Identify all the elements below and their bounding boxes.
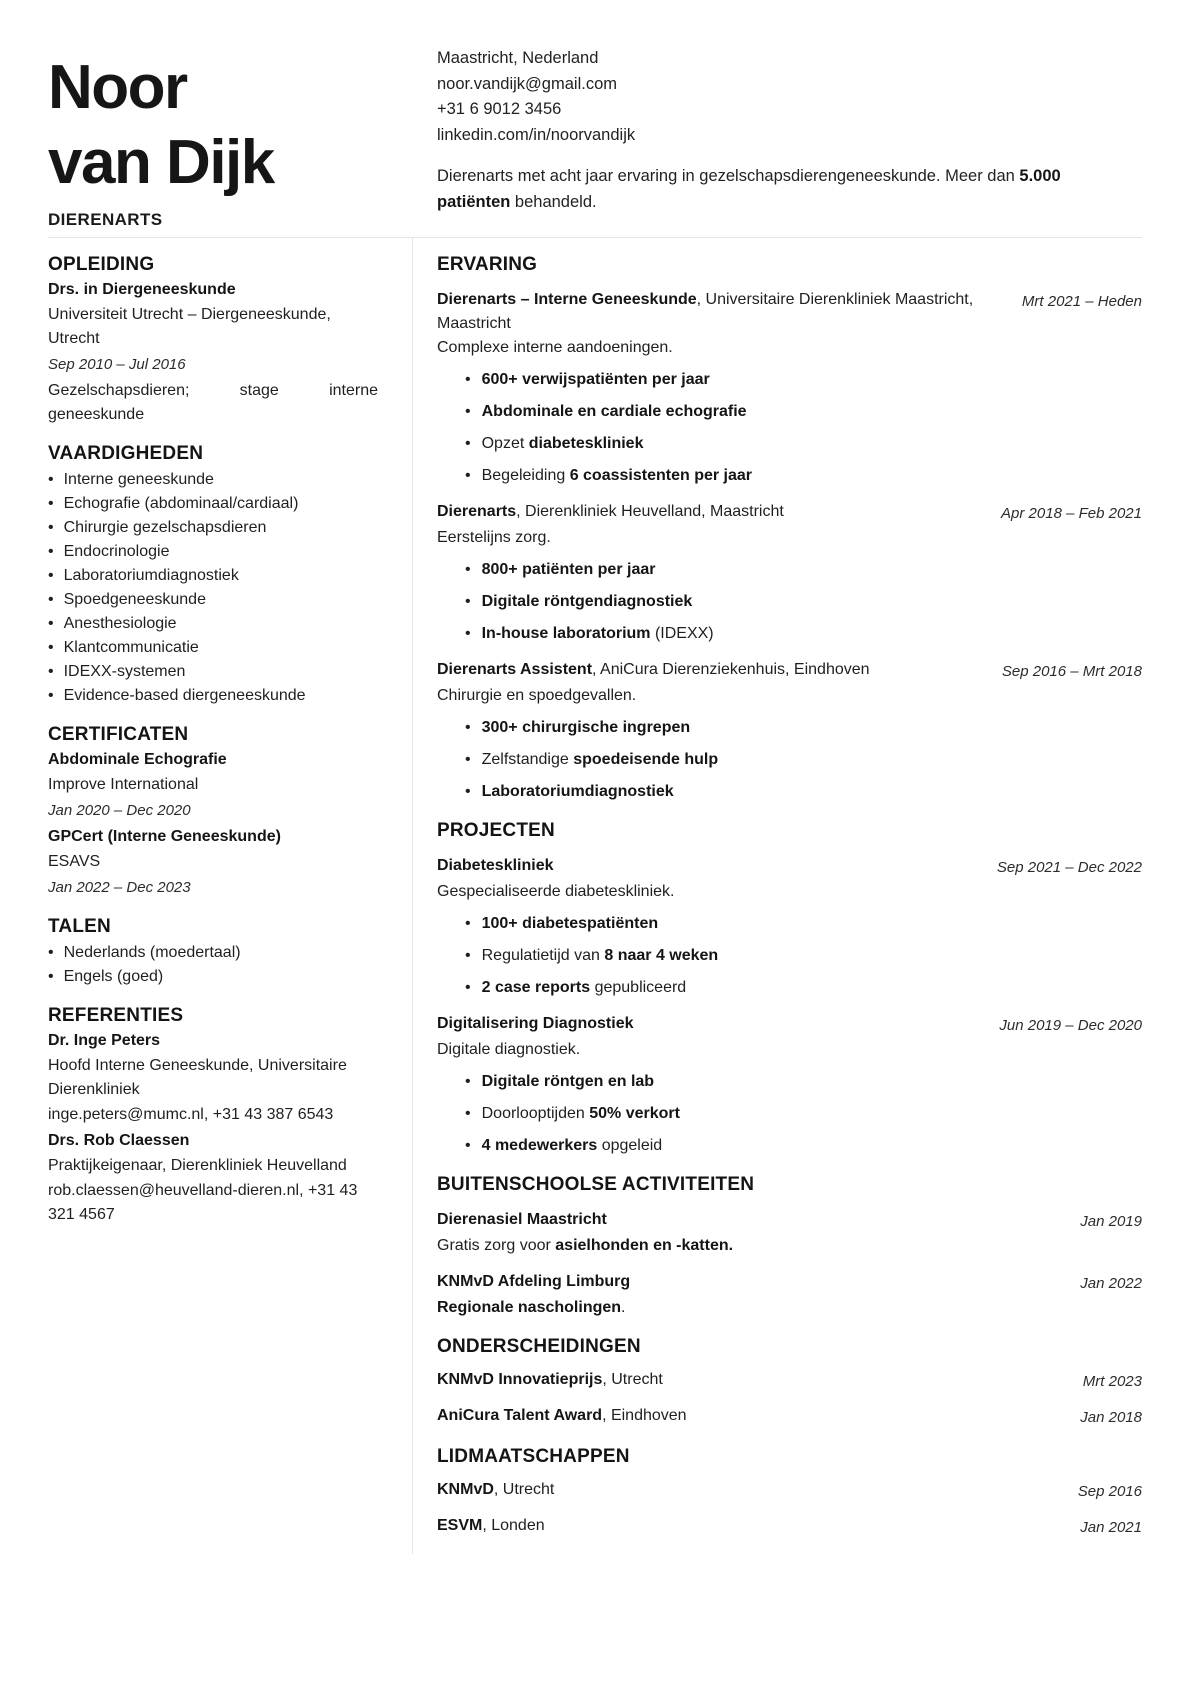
certificate-issuer: ESAVS — [48, 853, 101, 870]
bullet-item — [465, 558, 1142, 582]
bullet-dot: • — [48, 471, 54, 488]
certificate-name: Abdominale Echografie — [48, 751, 227, 768]
job-title-line — [437, 658, 984, 682]
section-heading: OPLEIDING — [48, 254, 155, 275]
skill-item — [48, 660, 378, 684]
job-entry — [437, 500, 1142, 646]
skill-item — [48, 588, 378, 612]
bullet-text: Zelfstandige spoedeisende hulp — [481, 751, 719, 768]
bullet-dot: • — [48, 944, 54, 961]
activity-description: Regionale nascholingen. — [437, 1299, 626, 1316]
bullet-dot: • — [465, 915, 471, 932]
education-school: Universiteit Utrecht – Diergeneeskunde, Utrecht — [48, 306, 331, 347]
reference-contact: rob.claessen@heuvelland-dieren.nl, +31 43 321 4567 — [48, 1182, 358, 1223]
activity-title-line — [437, 1270, 1062, 1294]
bullet-dot: • — [48, 543, 54, 560]
award-title-line — [437, 1404, 1062, 1430]
person-name-line2: van Dijk — [48, 128, 274, 197]
project-description: Digitale diagnostiek. — [437, 1041, 581, 1058]
bullet-item — [465, 976, 1142, 1000]
person-title: DIERENARTS — [48, 210, 163, 229]
content-columns — [48, 238, 1142, 1554]
job-title: Dierenarts – Interne Geneeskunde — [437, 291, 697, 308]
job-description: Complexe interne aandoeningen. — [437, 339, 673, 356]
membership-title-line — [437, 1514, 1062, 1540]
bullet-dot: • — [48, 615, 54, 632]
bullet-dot: • — [465, 371, 471, 388]
profile-summary: Dierenarts met acht jaar ervaring in gezelschapsdierengeneeskunde. Meer dan 5.000 patiënten behandeld. — [437, 167, 1061, 211]
bullet-text: Doorlooptijden 50% verkort — [481, 1105, 680, 1122]
job-entry — [437, 288, 1142, 488]
section-talen — [48, 916, 378, 989]
job-company: , Universitaire Dierenkliniek Maastricht, Maastricht — [437, 291, 974, 332]
award-entry — [437, 1368, 1142, 1394]
job-company: , Dierenkliniek Heuvelland, Maastricht — [516, 503, 784, 520]
job-bullets — [437, 368, 1142, 488]
section-lidmaatschappen — [437, 1446, 1142, 1540]
bullet-item — [465, 748, 1142, 772]
section-heading: TALEN — [48, 916, 111, 937]
section-ervaring — [437, 254, 1142, 804]
bullet-dot: • — [465, 1137, 471, 1154]
certificate-dates: Jan 2020 – Dec 2020 — [48, 802, 191, 819]
skill-item — [48, 468, 378, 492]
bullet-dot: • — [465, 1105, 471, 1122]
reference-role: Hoofd Interne Geneeskunde, Universitaire Dierenkliniek — [48, 1057, 347, 1098]
right-column — [412, 238, 1142, 1554]
membership-location: , Utrecht — [493, 1481, 555, 1498]
bullet-dot: • — [465, 783, 471, 800]
activity-title-line — [437, 1208, 1062, 1232]
award-title: AniCura Talent Award — [437, 1407, 603, 1424]
language-label: Nederlands (moedertaal) — [63, 944, 241, 961]
membership-entry — [437, 1514, 1142, 1540]
reference-role: Praktijkeigenaar, Dierenkliniek Heuvelland — [48, 1157, 347, 1174]
bullet-dot: • — [465, 719, 471, 736]
section-heading: CERTIFICATEN — [48, 724, 189, 745]
skill-label: Laboratoriumdiagnostiek — [63, 567, 239, 584]
section-heading: PROJECTEN — [437, 820, 555, 841]
award-title: KNMvD Innovatieprijs — [437, 1371, 603, 1388]
activity-dates: Jan 2019 — [1080, 1213, 1142, 1230]
activity-head — [437, 1208, 1142, 1234]
reference-entry — [48, 1029, 378, 1127]
job-head — [437, 288, 1142, 336]
job-company: , AniCura Dierenziekenhuis, Eindhoven — [592, 661, 870, 678]
section-opleiding — [48, 254, 378, 427]
bullet-text: 100+ diabetespatiënten — [481, 915, 659, 932]
skill-item — [48, 492, 378, 516]
bullet-dot: • — [48, 968, 54, 985]
bullet-item — [465, 716, 1142, 740]
membership-title-line — [437, 1478, 1060, 1504]
skill-label: Anesthesiologie — [63, 615, 177, 632]
section-heading: REFERENTIES — [48, 1005, 184, 1026]
job-description: Chirurgie en spoedgevallen. — [437, 687, 637, 704]
bullet-item — [465, 464, 1142, 488]
bullet-dot: • — [465, 435, 471, 452]
education-degree: Drs. in Diergeneeskunde — [48, 281, 236, 298]
education-note: Gezelschapsdieren; stage interne geneeskunde — [48, 382, 378, 423]
job-bullets — [437, 716, 1142, 804]
bullet-item — [465, 432, 1142, 456]
activity-entry — [437, 1208, 1142, 1258]
skill-item — [48, 564, 378, 588]
bullet-dot: • — [48, 519, 54, 536]
job-entry — [437, 658, 1142, 804]
skill-label: IDEXX-systemen — [63, 663, 186, 680]
skill-item — [48, 516, 378, 540]
bullet-dot: • — [465, 403, 471, 420]
project-title: Digitalisering Diagnostiek — [437, 1015, 634, 1032]
reference-name: Dr. Inge Peters — [48, 1032, 161, 1049]
bullet-dot: • — [465, 947, 471, 964]
bullet-text: Abdominale en cardiale echografie — [481, 403, 747, 420]
language-label: Engels (goed) — [63, 968, 164, 985]
skill-label: Interne geneeskunde — [63, 471, 214, 488]
project-bullets — [437, 912, 1142, 1000]
activity-title: KNMvD Afdeling Limburg — [437, 1273, 631, 1290]
bullet-item — [465, 944, 1142, 968]
header — [48, 44, 1142, 237]
award-dates: Mrt 2023 — [1082, 1373, 1142, 1390]
certificate-entry — [48, 748, 378, 823]
activity-head — [437, 1270, 1142, 1296]
bullet-dot: • — [465, 979, 471, 996]
job-dates: Sep 2016 – Mrt 2018 — [1001, 663, 1142, 680]
job-dates: Mrt 2021 – Heden — [1021, 293, 1142, 310]
bullet-text: Regulatietijd van 8 naar 4 weken — [481, 947, 719, 964]
bullet-dot: • — [48, 495, 54, 512]
skill-label: Evidence-based diergeneeskunde — [63, 687, 306, 704]
bullet-dot: • — [465, 561, 471, 578]
bullet-item — [465, 400, 1142, 424]
left-column — [48, 238, 378, 1554]
bullet-item — [465, 368, 1142, 392]
section-heading: ERVARING — [437, 254, 538, 275]
bullet-text: Digitale röntgendiagnostiek — [481, 593, 693, 610]
section-heading: LIDMAATSCHAPPEN — [437, 1446, 630, 1467]
job-head — [437, 658, 1142, 684]
bullet-dot: • — [48, 567, 54, 584]
bullet-item — [465, 1070, 1142, 1094]
bullet-dot: • — [48, 663, 54, 680]
certificate-dates: Jan 2022 – Dec 2023 — [48, 879, 191, 896]
skill-label: Spoedgeneeskunde — [63, 591, 206, 608]
section-vaardigheden — [48, 443, 378, 708]
section-buitenschoolse-activiteiten — [437, 1174, 1142, 1320]
project-dates: Sep 2021 – Dec 2022 — [996, 859, 1142, 876]
language-item — [48, 941, 378, 965]
bullet-dot: • — [48, 687, 54, 704]
bullet-item — [465, 622, 1142, 646]
section-onderscheidingen — [437, 1336, 1142, 1430]
project-title: Diabeteskliniek — [437, 857, 554, 874]
section-projecten — [437, 820, 1142, 1158]
project-entry — [437, 854, 1142, 1000]
contact-email: noor.vandijk@gmail.com — [437, 74, 617, 93]
section-heading: BUITENSCHOOLSE ACTIVITEITEN — [437, 1174, 755, 1195]
membership-dates: Jan 2021 — [1080, 1519, 1142, 1536]
certificate-issuer: Improve International — [48, 776, 199, 793]
job-title-line — [437, 288, 1004, 336]
bullet-dot: • — [465, 467, 471, 484]
bullet-text: 600+ verwijspatiënten per jaar — [481, 371, 710, 388]
job-description: Eerstelijns zorg. — [437, 529, 551, 546]
job-head — [437, 500, 1142, 526]
activity-description: Gratis zorg voor asielhonden en -katten. — [437, 1237, 734, 1254]
membership-entry — [437, 1478, 1142, 1504]
bullet-item — [465, 590, 1142, 614]
job-title-line — [437, 500, 983, 524]
bullet-dot: • — [465, 751, 471, 768]
bullet-text: 300+ chirurgische ingrepen — [481, 719, 691, 736]
award-location: , Eindhoven — [602, 1407, 687, 1424]
project-entry — [437, 1012, 1142, 1158]
activity-dates: Jan 2022 — [1080, 1275, 1142, 1292]
project-head — [437, 1012, 1142, 1038]
skill-item — [48, 612, 378, 636]
membership-location: , Londen — [482, 1517, 545, 1534]
bullet-dot: • — [48, 591, 54, 608]
section-heading: VAARDIGHEDEN — [48, 443, 204, 464]
skills-list — [48, 468, 378, 708]
certificate-name: GPCert (Interne Geneeskunde) — [48, 828, 281, 845]
skill-label: Echografie (abdominaal/cardiaal) — [63, 495, 299, 512]
bullet-dot: • — [465, 1073, 471, 1090]
skill-label: Chirurgie gezelschapsdieren — [63, 519, 267, 536]
bullet-text: In-house laboratorium (IDEXX) — [481, 625, 714, 642]
project-description: Gespecialiseerde diabeteskliniek. — [437, 883, 675, 900]
skill-item — [48, 636, 378, 660]
membership-title: KNMvD — [437, 1481, 494, 1498]
membership-dates: Sep 2016 — [1077, 1483, 1142, 1500]
header-right — [437, 44, 1142, 237]
skill-label: Endocrinologie — [63, 543, 170, 560]
contact-block — [437, 46, 1098, 148]
job-title: Dierenarts Assistent — [437, 661, 593, 678]
language-item — [48, 965, 378, 989]
job-title: Dierenarts — [437, 503, 517, 520]
contact-phone: +31 6 9012 3456 — [437, 100, 562, 118]
award-location: , Utrecht — [602, 1371, 663, 1388]
bullet-text: Begeleiding 6 coassistenten per jaar — [481, 467, 752, 484]
section-referenties — [48, 1005, 378, 1227]
bullet-text: 4 medewerkers opgeleid — [481, 1137, 663, 1154]
skill-item — [48, 540, 378, 564]
bullet-item — [465, 1134, 1142, 1158]
project-title-line — [437, 854, 979, 878]
education-dates: Sep 2010 – Jul 2016 — [48, 356, 186, 373]
bullet-text: 2 case reports gepubliceerd — [481, 979, 687, 996]
section-heading: ONDERSCHEIDINGEN — [437, 1336, 641, 1357]
skill-label: Klantcommunicatie — [63, 639, 199, 656]
award-title-line — [437, 1368, 1065, 1394]
contact-linkedin: linkedin.com/in/noorvandijk — [437, 125, 636, 144]
bullet-item — [465, 1102, 1142, 1126]
bullet-dot: • — [465, 625, 471, 642]
project-bullets — [437, 1070, 1142, 1158]
project-title-line — [437, 1012, 981, 1036]
bullet-item — [465, 780, 1142, 804]
bullet-text: Laboratoriumdiagnostiek — [481, 783, 674, 800]
reference-name: Drs. Rob Claessen — [48, 1132, 190, 1149]
reference-contact: inge.peters@mumc.nl, +31 43 387 6543 — [48, 1106, 334, 1123]
award-entry — [437, 1404, 1142, 1430]
bullet-text: 800+ patiënten per jaar — [481, 561, 656, 578]
person-name — [48, 50, 437, 200]
section-certificaten — [48, 724, 378, 900]
bullet-dot: • — [48, 639, 54, 656]
award-dates: Jan 2018 — [1080, 1409, 1142, 1426]
certificate-entry — [48, 825, 378, 900]
bullet-item — [465, 912, 1142, 936]
reference-entry — [48, 1129, 378, 1227]
activity-entry — [437, 1270, 1142, 1320]
membership-title: ESVM — [437, 1517, 483, 1534]
project-head — [437, 854, 1142, 880]
contact-location: Maastricht, Nederland — [437, 49, 599, 67]
job-dates: Apr 2018 – Feb 2021 — [1001, 505, 1142, 522]
languages-list — [48, 941, 378, 989]
activity-title: Dierenasiel Maastricht — [437, 1211, 607, 1228]
job-bullets — [437, 558, 1142, 646]
bullet-dot: • — [465, 593, 471, 610]
person-name-line1: Noor — [48, 53, 187, 122]
project-dates: Jun 2019 – Dec 2020 — [999, 1017, 1142, 1034]
bullet-text: Digitale röntgen en lab — [481, 1073, 655, 1090]
bullet-text: Opzet diabeteskliniek — [481, 435, 644, 452]
skill-item — [48, 684, 378, 708]
name-block — [48, 44, 437, 237]
